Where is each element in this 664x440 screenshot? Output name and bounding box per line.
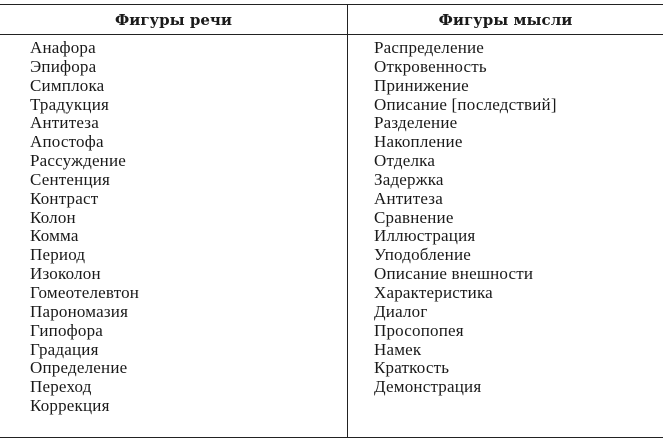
header-figures-of-speech: Фигуры речи	[114, 11, 233, 29]
list-item: Задержка	[374, 169, 444, 189]
header-figures-of-thought: Фигуры мысли	[438, 11, 573, 29]
list-item: Распределение	[374, 38, 485, 57]
list-item: Коррекция	[30, 396, 110, 416]
list-item: Описание [последствий]	[374, 94, 557, 114]
list-item: Просопопея	[374, 320, 464, 340]
figures-table	[0, 4, 663, 438]
list-item: Разделение	[374, 113, 458, 133]
list-item: Характеристика	[374, 282, 493, 302]
list-item: Намек	[374, 339, 422, 359]
list-item: Гомеотелевтон	[30, 282, 140, 302]
list-item: Традукция	[30, 94, 110, 114]
column-divider	[347, 5, 348, 437]
list-item: Сравнение	[374, 207, 454, 227]
list-item: Определение	[30, 358, 128, 378]
list-item: Период	[30, 245, 86, 265]
list-item: Анафора	[30, 38, 96, 57]
list-item: Колон	[30, 207, 76, 227]
list-item: Контраст	[30, 188, 99, 208]
list-item: Сентенция	[30, 169, 111, 189]
list-item: Гипофора	[30, 320, 104, 340]
list-item: Демонстрация	[374, 377, 482, 397]
list-item: Симплока	[30, 75, 105, 95]
header-divider	[0, 34, 663, 35]
list-item: Иллюстрация	[374, 226, 476, 246]
list-item: Комма	[30, 226, 79, 246]
list-item: Принижение	[374, 75, 469, 95]
list-item: Антитеза	[374, 188, 443, 208]
list-item: Откровенность	[374, 56, 487, 76]
list-item: Накопление	[374, 132, 463, 152]
list-item: Диалог	[374, 301, 428, 321]
figures-of-thought-list	[374, 39, 557, 397]
list-item: Переход	[30, 377, 92, 397]
list-item: Отделка	[374, 151, 436, 171]
list-item: Антитеза	[30, 113, 99, 133]
list-item: Парономазия	[30, 301, 129, 321]
list-item: Градация	[30, 339, 99, 359]
list-item: Апостофа	[30, 132, 104, 152]
list-item: Рассуждение	[30, 151, 127, 171]
list-item: Уподобление	[374, 245, 471, 265]
list-item: Описание внешности	[374, 264, 534, 284]
figures-of-speech-list	[30, 39, 139, 416]
list-item: Изоколон	[30, 264, 101, 284]
list-item: Краткость	[374, 358, 450, 378]
list-item: Эпифора	[30, 56, 97, 76]
